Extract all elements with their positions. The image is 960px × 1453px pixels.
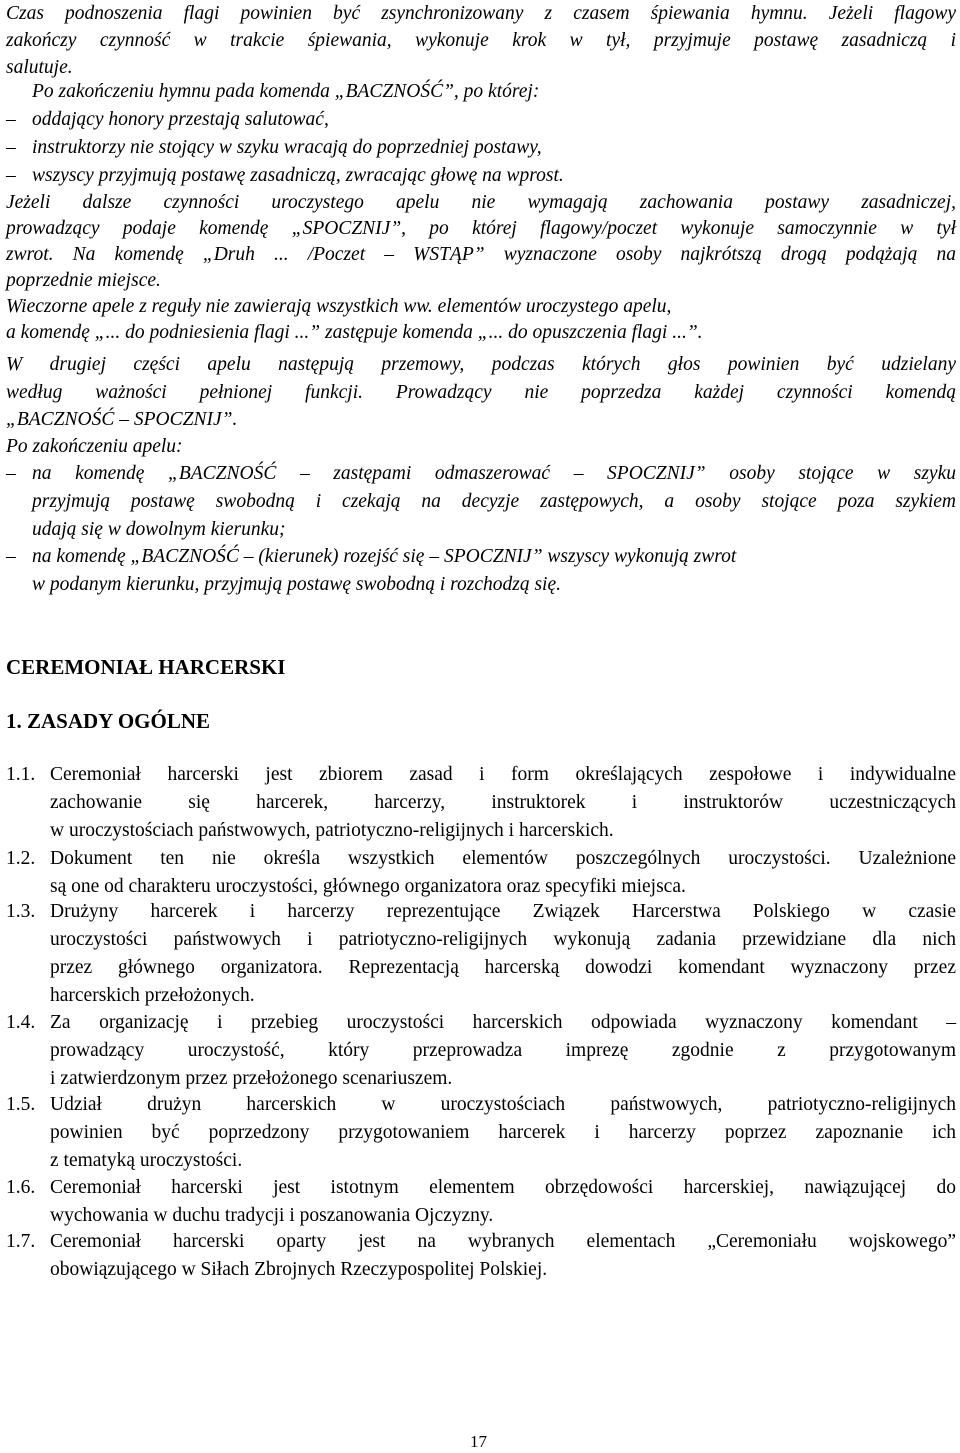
text-line: zwrot. Na komendę „Druh ... /Poczet – WSTĄP” wyznaczone osoby najkrótszą drogą podążają na (6, 244, 956, 265)
item-number: 1.1. (6, 764, 36, 785)
main-heading: CEREMONIAŁ HARCERSKI (6, 655, 286, 679)
item-text-line: Ceremoniał harcerski jest zbiorem zasad i form określających zespołowe i indywidualne (50, 764, 956, 785)
item-text-line: Drużyny harcerek i harcerzy reprezentujące Związek Harcerstwa Polskiego w czasie (50, 901, 956, 922)
section-heading: 1. ZASADY OGÓLNE (6, 709, 211, 733)
bullet-text: przyjmują postawę swobodną i czekają na decyzje zastępowych, a osoby stojące poza szykiem (32, 491, 956, 512)
item-text-line: zachowanie się harcerek, harcerzy, instruktorek i instruktorów uczestniczących (50, 792, 956, 813)
text-line: Wieczorne apele z reguły nie zawierają wszystkich ww. elementów uroczystego apelu, (6, 296, 672, 317)
bullet-text: w podanym kierunku, przyjmują postawę swobodną i rozchodzą się. (32, 574, 562, 595)
item-number: 1.6. (6, 1177, 36, 1198)
text-line: a komendę „... do podniesienia flagi ...” zastępuje komenda „... do opuszczenia flagi ...”. (6, 322, 703, 343)
text-line: Po zakończeniu apelu: (6, 436, 183, 457)
bullet-dash: – (6, 546, 16, 567)
item-text-line: powinien być poprzedzony przygotowaniem harcerek i harcerzy poprzez zapoznanie ich (50, 1122, 956, 1143)
item-text-line: Dokument ten nie określa wszystkich elementów poszczególnych uroczystości. Uzależnione (50, 848, 956, 869)
bullet-dash: – (6, 463, 16, 484)
text-line: Po zakończeniu hymnu pada komenda „BACZNOŚĆ”, po której: (32, 81, 540, 102)
text-line: zakończy czynność w trakcie śpiewania, wykonuje krok w tył, przyjmuje postawę zasadniczą i (6, 30, 956, 51)
item-number: 1.4. (6, 1012, 36, 1033)
text-line: W drugiej części apelu następują przemowy, podczas których głos powinien być udzielany (6, 354, 956, 375)
page-number: 17 (470, 1432, 487, 1451)
text-line: Jeżeli dalsze czynności uroczystego apelu nie wymagają zachowania postawy zasadniczej, (6, 192, 956, 213)
text-line: salutuje. (6, 57, 73, 78)
item-text-line: są one od charakteru uroczystości, głównego organizatora oraz specyfiki miejsca. (50, 876, 686, 897)
item-text-line: Ceremoniał harcerski oparty jest na wybranych elementach „Ceremoniału wojskowego” (50, 1231, 956, 1252)
item-text-line: i zatwierdzonym przez przełożonego scenariuszem. (50, 1068, 453, 1089)
bullet-dash: – (6, 137, 16, 158)
item-number: 1.7. (6, 1231, 36, 1252)
item-text-line: w uroczystościach państwowych, patriotyczno-religijnych i harcerskich. (50, 820, 614, 841)
bullet-dash: – (6, 165, 16, 186)
item-number: 1.3. (6, 901, 36, 922)
item-text-line: Udział drużyn harcerskich w uroczystościach państwowych, patriotyczno-religijnych (50, 1094, 956, 1115)
item-text-line: przez głównego organizatora. Reprezentacją harcerską dowodzi komendant wyznaczony przez (50, 957, 956, 978)
bullet-text: wszyscy przyjmują postawę zasadniczą, zwracając głowę na wprost. (32, 165, 564, 186)
bullet-text: na komendę „BACZNOŚĆ – (kierunek) rozejść się – SPOCZNIJ” wszyscy wykonują zwrot (32, 546, 737, 567)
bullet-text: udają się w dowolnym kierunku; (32, 519, 286, 540)
document-page (6, 0, 956, 1451)
item-text-line: Za organizację i przebieg uroczystości harcerskich odpowiada wyznaczony komendant – (50, 1012, 956, 1033)
item-text-line: z tematyką uroczystości. (50, 1150, 243, 1171)
text-line: poprzednie miejsce. (6, 270, 161, 291)
item-number: 1.5. (6, 1094, 36, 1115)
item-text-line: Ceremoniał harcerski jest istotnym elementem obrzędowości harcerskiej, nawiązującej do (50, 1177, 956, 1198)
text-line: według ważności pełnionej funkcji. Prowadzący nie poprzedza każdej czynności komendą (6, 382, 956, 403)
item-text-line: prowadzący uroczystość, który przeprowadza imprezę zgodnie z przygotowanym (50, 1040, 956, 1061)
bullet-dash: – (6, 109, 16, 130)
item-number: 1.2. (6, 848, 36, 869)
text-line: prowadzący podaje komendę „SPOCZNIJ”, po której flagowy/poczet wykonuje samoczynnie w tył (6, 218, 956, 239)
bullet-text: instruktorzy nie stojący w szyku wracają do poprzedniej postawy, (32, 137, 542, 158)
item-text-line: wychowania w duchu tradycji i poszanowania Ojczyzny. (50, 1205, 494, 1226)
item-text-line: uroczystości państwowych i patriotyczno-religijnych wykonują zadania przewidziane dla nich (50, 929, 956, 950)
item-text-line: harcerskich przełożonych. (50, 985, 255, 1006)
bullet-text: na komendę „BACZNOŚĆ – zastępami odmaszerować – SPOCZNIJ” osoby stojące w szyku (32, 463, 956, 484)
bullet-text: oddający honory przestają salutować, (32, 109, 329, 130)
text-line: Czas podnoszenia flagi powinien być zsynchronizowany z czasem śpiewania hymnu. Jeżeli flagowy (6, 3, 956, 24)
item-text-line: obowiązującego w Siłach Zbrojnych Rzeczypospolitej Polskiej. (50, 1259, 548, 1280)
text-line: „BACZNOŚĆ – SPOCZNIJ”. (6, 409, 238, 430)
